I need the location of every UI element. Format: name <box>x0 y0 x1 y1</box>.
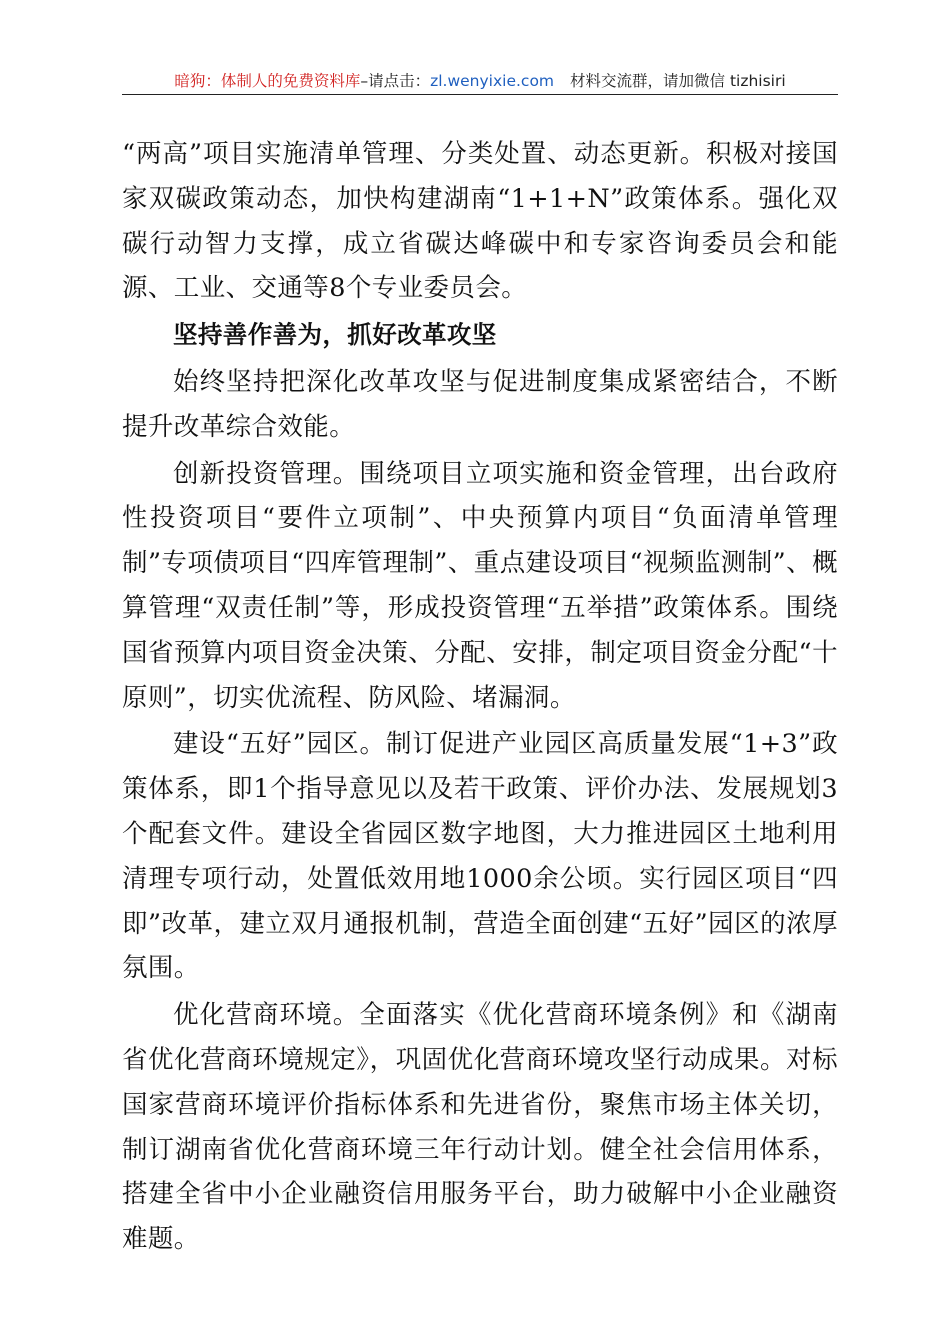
header-site-link[interactable]: zl.wenyixie.com <box>430 72 555 90</box>
section-heading: 坚持善作善为，抓好改革攻坚 <box>173 320 497 350</box>
header-prompt: –请点击： <box>360 72 431 90</box>
paragraph-business-environment: 优化营商环境。全面落实《优化营商环境条例》和《湖南省优化营商环境规定》，巩固优化营商环境攻坚行动成果。对标国家营商环境评价指标体系和先进省份，聚焦市场主体关切，制订湖南省优化营商环境三年行动计划。健全社会信用体系，搭建全省中小企业融资信用服务平台，助力破解中小企业融资难题。 <box>122 1000 838 1255</box>
header-brand: 暗狗：体制人的免费资料库 <box>174 72 361 90</box>
header-wechat-note: 材料交流群，请加微信 tizhisiri <box>570 72 786 90</box>
document-body <box>122 132 838 1264</box>
page-header <box>122 70 838 92</box>
paragraph-intro: 始终坚持把深化改革攻坚与促进制度集成紧密结合，不断提升改革综合效能。 <box>122 366 838 442</box>
header-divider <box>122 94 838 95</box>
paragraph-investment: 创新投资管理。围绕项目立项实施和资金管理，出台政府性投资项目“要件立项制”、中央预算内项目“负面清单管理制”专项债项目“四库管理制”、重点建设项目“视频监测制”、概算管理“双责任制”等，形成投资管理“五举措”政策体系。围绕国省预算内项目资金决策、分配、安排，制定项目资金分配“十原则”，切实优流程、防风险、堵漏洞。 <box>122 458 838 713</box>
paragraph-parks: 建设“五好”园区。制订促进产业园区高质量发展“1+3”政策体系，即1个指导意见以及若干政策、评价办法、发展规划3个配套文件。建设全省园区数字地图，大力推进园区土地利用清理专项行动，处置低效用地1000余公顷。实行园区项目“四即”改革，建立双月通报机制，营造全面创建“五好”园区的浓厚氛围。 <box>122 729 838 984</box>
paragraph-continued: “两高”项目实施清单管理、分类处置、动态更新。积极对接国家双碳政策动态，加快构建湖南“1+1+N”政策体系。强化双碳行动智力支撑，成立省碳达峰碳中和专家咨询委员会和能源、工业、交通等8个专业委员会。 <box>122 139 838 304</box>
